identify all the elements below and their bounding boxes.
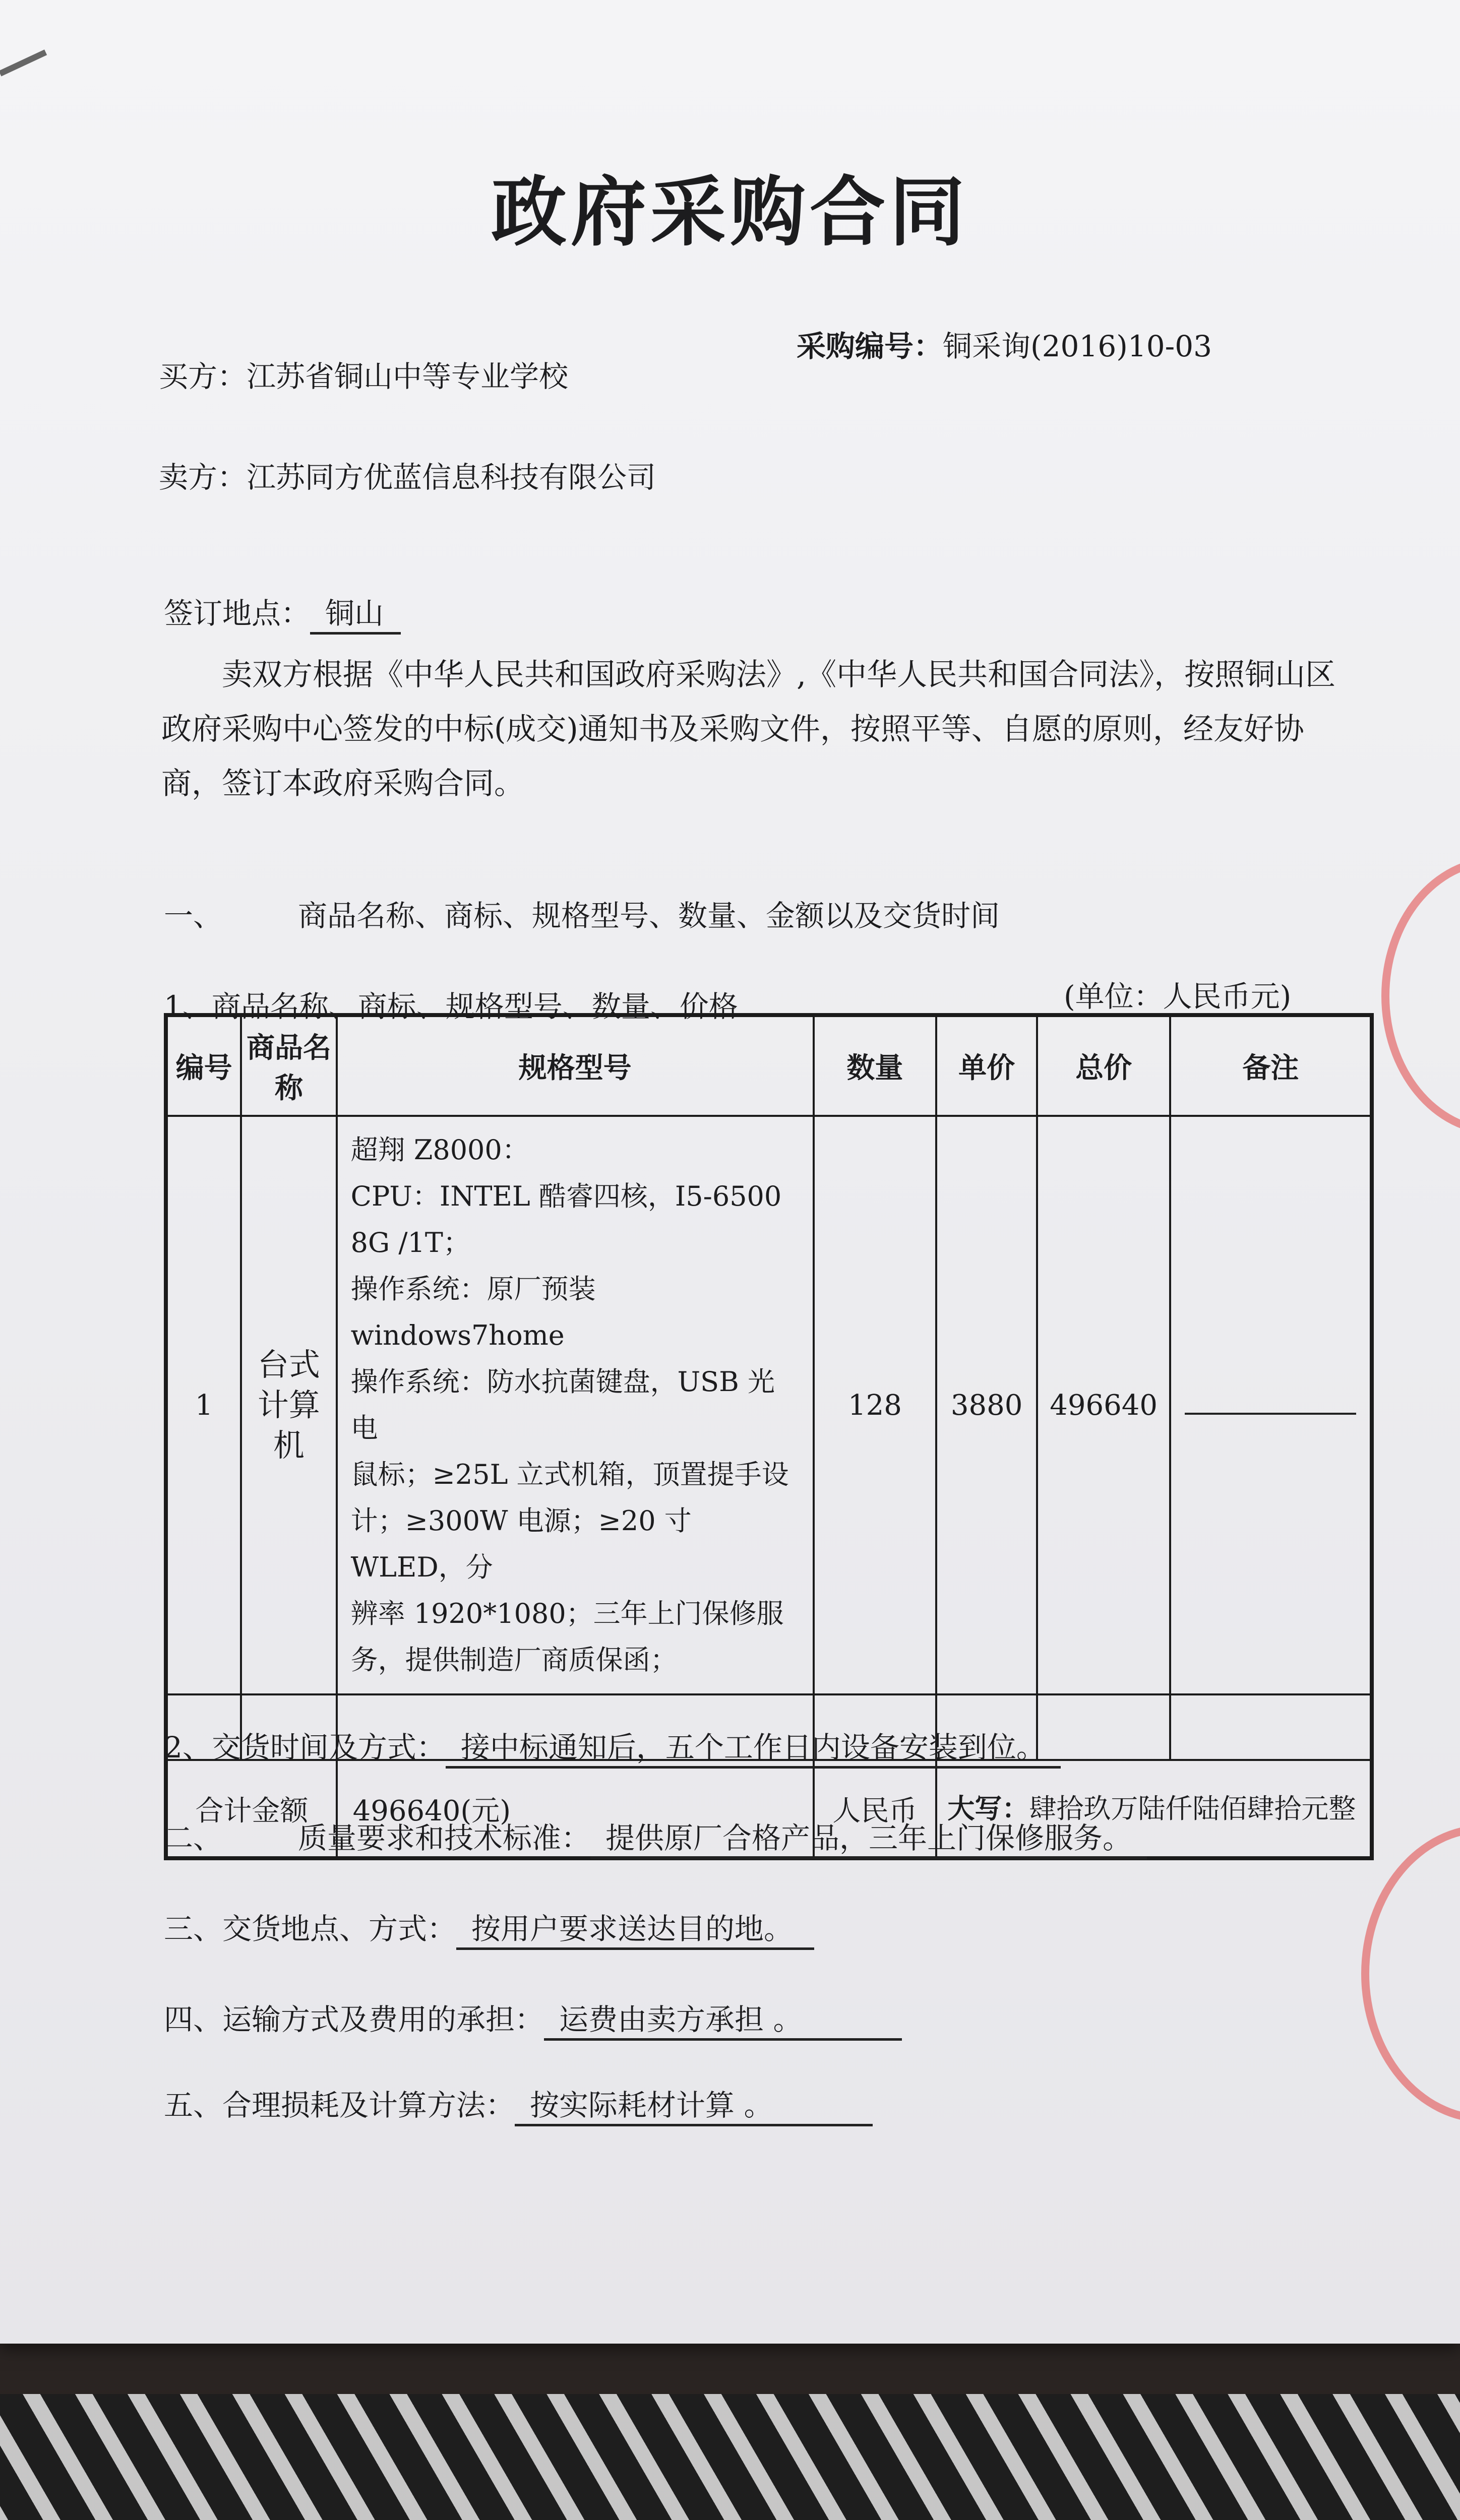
- section2-label: 质量要求和技术标准：: [298, 1821, 591, 1855]
- sub1-heading: 1、商品名称、商标、规格型号、数量、价格: [164, 989, 738, 1024]
- header-name: 商品名称: [241, 1015, 336, 1116]
- procurement-no-label: 采购编号：: [797, 329, 943, 363]
- section2-line: [164, 1814, 1147, 1859]
- cell-name: 台式计算机: [241, 1116, 336, 1694]
- section5-value: 按实际耗材计算 。: [515, 2082, 873, 2126]
- header-total: 总价: [1037, 1015, 1171, 1116]
- section4-label: 四、运输方式及费用的承担：: [164, 2002, 544, 2037]
- cell-total: 496640: [1037, 1116, 1171, 1694]
- sum-value: 496640(元): [337, 1760, 814, 1858]
- cell-price: 3880: [936, 1116, 1037, 1694]
- seller-line: [159, 454, 656, 496]
- intro-paragraph: 卖双方根据《中华人民共和国政府采购法》,《中华人民共和国合同法》，按照铜山区政府采购中心签发的中标(成交)通知书及采购文件，按照平等、自愿的原则，经友好协商，签订本政府采购合同。: [161, 657, 1336, 801]
- daxie-value: 肆拾玖万陆仟陆佰肆拾元整: [1029, 1793, 1356, 1824]
- unit-note: (单位：人民币元): [1064, 979, 1292, 1014]
- page-title: 政府采购合同: [491, 169, 969, 257]
- section2-value: 提供原厂合格产品，三年上门保修服务。: [590, 1814, 1147, 1859]
- cell-note: [1170, 1116, 1372, 1694]
- delivery-line: [164, 1724, 1061, 1769]
- signing-place-label: 签订地点：: [164, 596, 311, 631]
- signing-place-value: 铜山: [310, 590, 401, 635]
- spec-line: CPU：INTEL 酷睿四核，I5-6500: [350, 1180, 782, 1212]
- section5-label: 五、合理损耗及计算方法：: [164, 2088, 515, 2122]
- cell-qty: 128: [814, 1116, 937, 1694]
- section4-line: [164, 1996, 902, 2041]
- spec-line: 务，提供制造厂商质保函；: [350, 1644, 678, 1676]
- section1-num: 一、: [164, 899, 223, 933]
- section5-line: [164, 2082, 873, 2126]
- section3-label: 三、交货地点、方式：: [164, 1912, 457, 1946]
- signing-place-line: [164, 590, 401, 635]
- currency-label: 人民币: [814, 1760, 937, 1858]
- background-cloth: [0, 2394, 1460, 2520]
- seller-label: 卖方：: [159, 460, 247, 494]
- section1-title: 商品名称、商标、规格型号、数量、金额以及交货时间: [298, 899, 1000, 933]
- sum-label: 合计金额: [166, 1760, 337, 1858]
- section3-value: 按用户要求送达目的地。: [456, 1905, 814, 1950]
- delivery-value: 接中标通知后，五个工作日内设备安装到位。: [446, 1724, 1061, 1769]
- section4-value: 运费由卖方承担 。: [544, 1996, 902, 2041]
- seller-value: 江苏同方优蓝信息科技有限公司: [247, 460, 656, 494]
- spec-line: 计；≥300W 电源；≥20 寸 WLED，分: [350, 1505, 692, 1583]
- daxie-label: 大写：: [947, 1792, 1029, 1824]
- header-qty: 数量: [814, 1015, 937, 1116]
- procurement-no-value: 铜采询(2016)10-03: [943, 329, 1212, 363]
- table-row: [166, 1116, 1372, 1694]
- header-price: 单价: [936, 1015, 1037, 1116]
- spec-line: 操作系统：原厂预装 windows7home: [350, 1273, 596, 1351]
- spec-line: 辨率 1920*1080；三年上门保修服: [350, 1598, 784, 1629]
- table-header-row: [166, 1015, 1372, 1116]
- buyer-line: [159, 353, 568, 395]
- cell-spec: [337, 1116, 814, 1694]
- buyer-value: 江苏省铜山中等专业学校: [247, 359, 569, 394]
- header-no: 编号: [166, 1015, 241, 1116]
- spec-lines: [351, 1127, 800, 1683]
- section3-line: [164, 1905, 814, 1950]
- spec-line: 鼠标；≥25L 立式机箱，顶置提手设: [350, 1459, 789, 1490]
- procurement-no-line: [797, 323, 1212, 365]
- buyer-label: 买方：: [159, 359, 247, 394]
- spec-line: 8G /1T；: [350, 1227, 470, 1258]
- note-blank-line: [1185, 1413, 1356, 1415]
- red-seal-stamp: [1361, 1824, 1460, 2123]
- cell-no: 1: [166, 1116, 241, 1694]
- header-note: 备注: [1170, 1015, 1372, 1116]
- red-seal-stamp: [1381, 857, 1460, 1135]
- section1-heading: [164, 892, 1000, 934]
- delivery-label: 2、交货时间及方式：: [164, 1730, 446, 1765]
- section2-num: 二、: [164, 1821, 223, 1855]
- spec-line: 超翔 Z8000：: [350, 1134, 529, 1166]
- header-spec: 规格型号: [337, 1015, 814, 1116]
- page-edge-mark: [0, 49, 47, 76]
- spec-line: 操作系统：防水抗菌键盘，USB 光电: [350, 1366, 775, 1444]
